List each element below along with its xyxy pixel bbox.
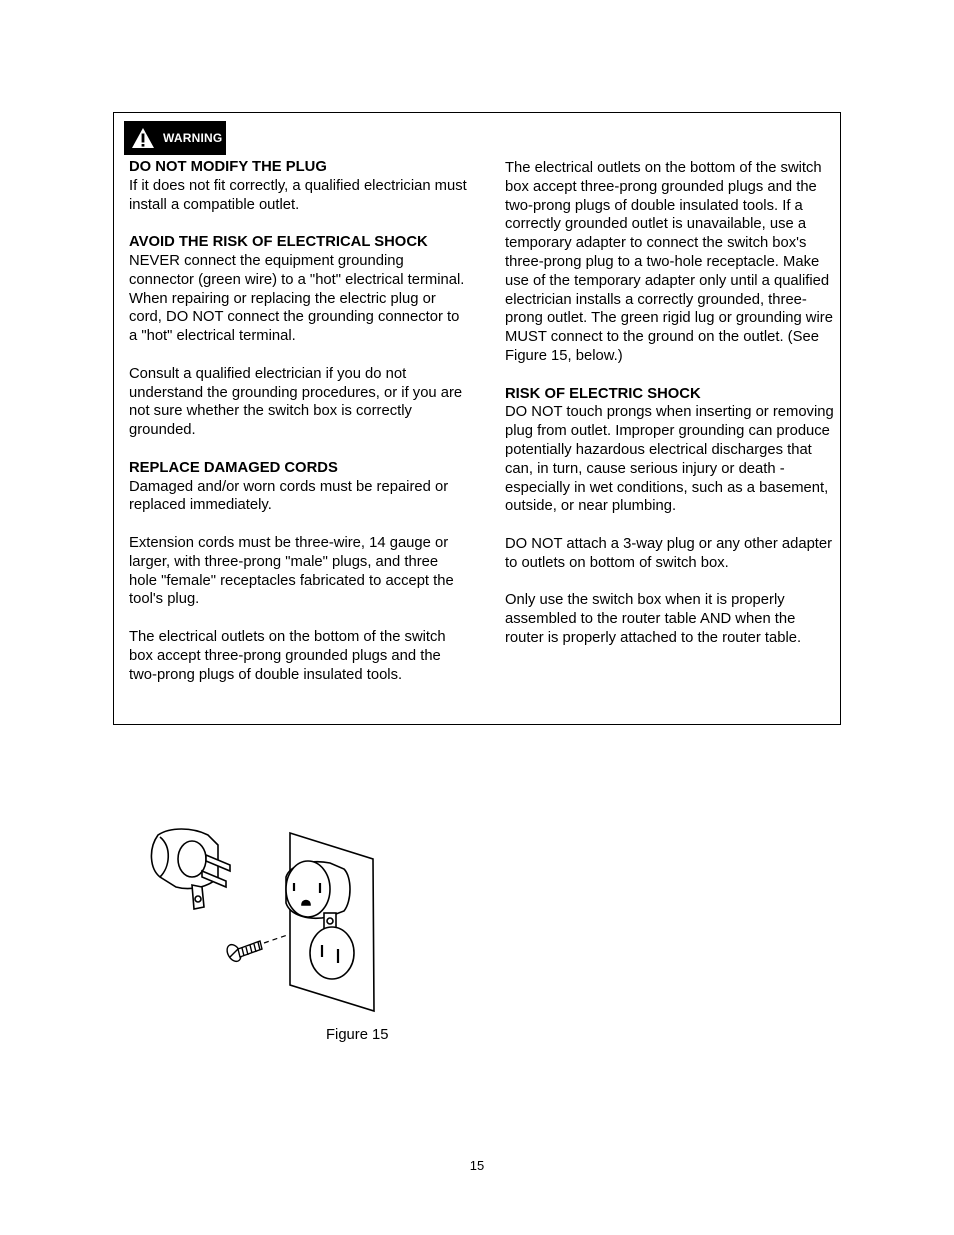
warning-label bbox=[124, 121, 226, 155]
section-heading: RISK OF ELECTRIC SHOCK bbox=[505, 385, 701, 402]
section-heading: AVOID THE RISK OF ELECTRICAL SHOCK bbox=[129, 234, 428, 251]
paragraph-text: The electrical outlets on the bottom of the switch box accept three-prong grounded plugs and the two-prong plugs of double insulated tools. bbox=[129, 628, 446, 683]
paragraph bbox=[129, 534, 469, 609]
paragraph-text: Extension cords must be three-wire, 14 gauge or larger, with three-prong "male" plugs, and three hole "female" receptacles fabricated to accept the tool's plug. bbox=[129, 534, 454, 608]
page-number: 15 bbox=[469, 1158, 485, 1173]
warning-right-column bbox=[505, 159, 835, 667]
paragraph bbox=[505, 385, 835, 517]
paragraph-text: Consult a qualified electrician if you do not understand the grounding procedures, or if you are not sure whether the switch box is correctly grounded. bbox=[129, 365, 463, 439]
section-heading: DO NOT MODIFY THE PLUG bbox=[129, 159, 327, 175]
figure-caption: Figure 15 bbox=[326, 1027, 389, 1043]
wall-outlet-icon bbox=[286, 833, 374, 1011]
paragraph bbox=[129, 628, 469, 684]
paragraph-text: NEVER connect the equipment grounding connector (green wire) to a "hot" electrical terminal. When repairing or replacing the electric plug or cord, DO NOT connect the grounding connector to a "hot" electrical terminal. bbox=[129, 252, 465, 345]
adapter-plug-icon bbox=[151, 829, 230, 909]
paragraph-text: If it does not fit correctly, a qualified electrician must install a compatible outlet. bbox=[129, 177, 467, 213]
paragraph bbox=[129, 233, 469, 346]
paragraph bbox=[505, 535, 835, 573]
paragraph bbox=[129, 158, 469, 214]
paragraph bbox=[505, 591, 835, 647]
warning-left-column bbox=[129, 158, 469, 703]
paragraph bbox=[505, 159, 835, 366]
paragraph-text: Only use the switch box when it is properly assembled to the router table AND when the router is properly attached to the router table. bbox=[505, 592, 802, 646]
paragraph-text: The electrical outlets on the bottom of the switch box accept three-prong grounded plugs and the two-prong plugs of double insulated tools. If a correctly grounded outlet is unavailable, use a temporary adapter to connect the switch box's three-prong plug to a two-hole receptacle. Make use of the temporary adapter only until a qualified electrician installs a correctly grounded, three-prong outlet. The green rigid lug or grounding wire MUST connect to the ground on the outlet. (See Figure 15, below.) bbox=[505, 160, 833, 364]
section-heading: REPLACE DAMAGED CORDS bbox=[129, 459, 338, 476]
paragraph-text: Damaged and/or worn cords must be repaired or replaced immediately. bbox=[129, 478, 449, 514]
paragraph bbox=[129, 459, 469, 515]
warning-triangle-icon bbox=[131, 127, 155, 149]
figure-15-illustration bbox=[140, 825, 380, 1015]
screw-icon bbox=[224, 941, 262, 964]
paragraph-text: DO NOT attach a 3-way plug or any other adapter to outlets on bottom of switch box. bbox=[505, 535, 833, 571]
paragraph-text: DO NOT touch prongs when inserting or removing plug from outlet. Improper grounding can produce potentially hazardous electrical discharges that can, in turn, cause serious injury or death - especially in wet conditions, such as a basement, outside, or near plumbing. bbox=[505, 404, 834, 515]
warning-label-text: WARNING bbox=[163, 131, 223, 145]
paragraph bbox=[129, 365, 469, 440]
